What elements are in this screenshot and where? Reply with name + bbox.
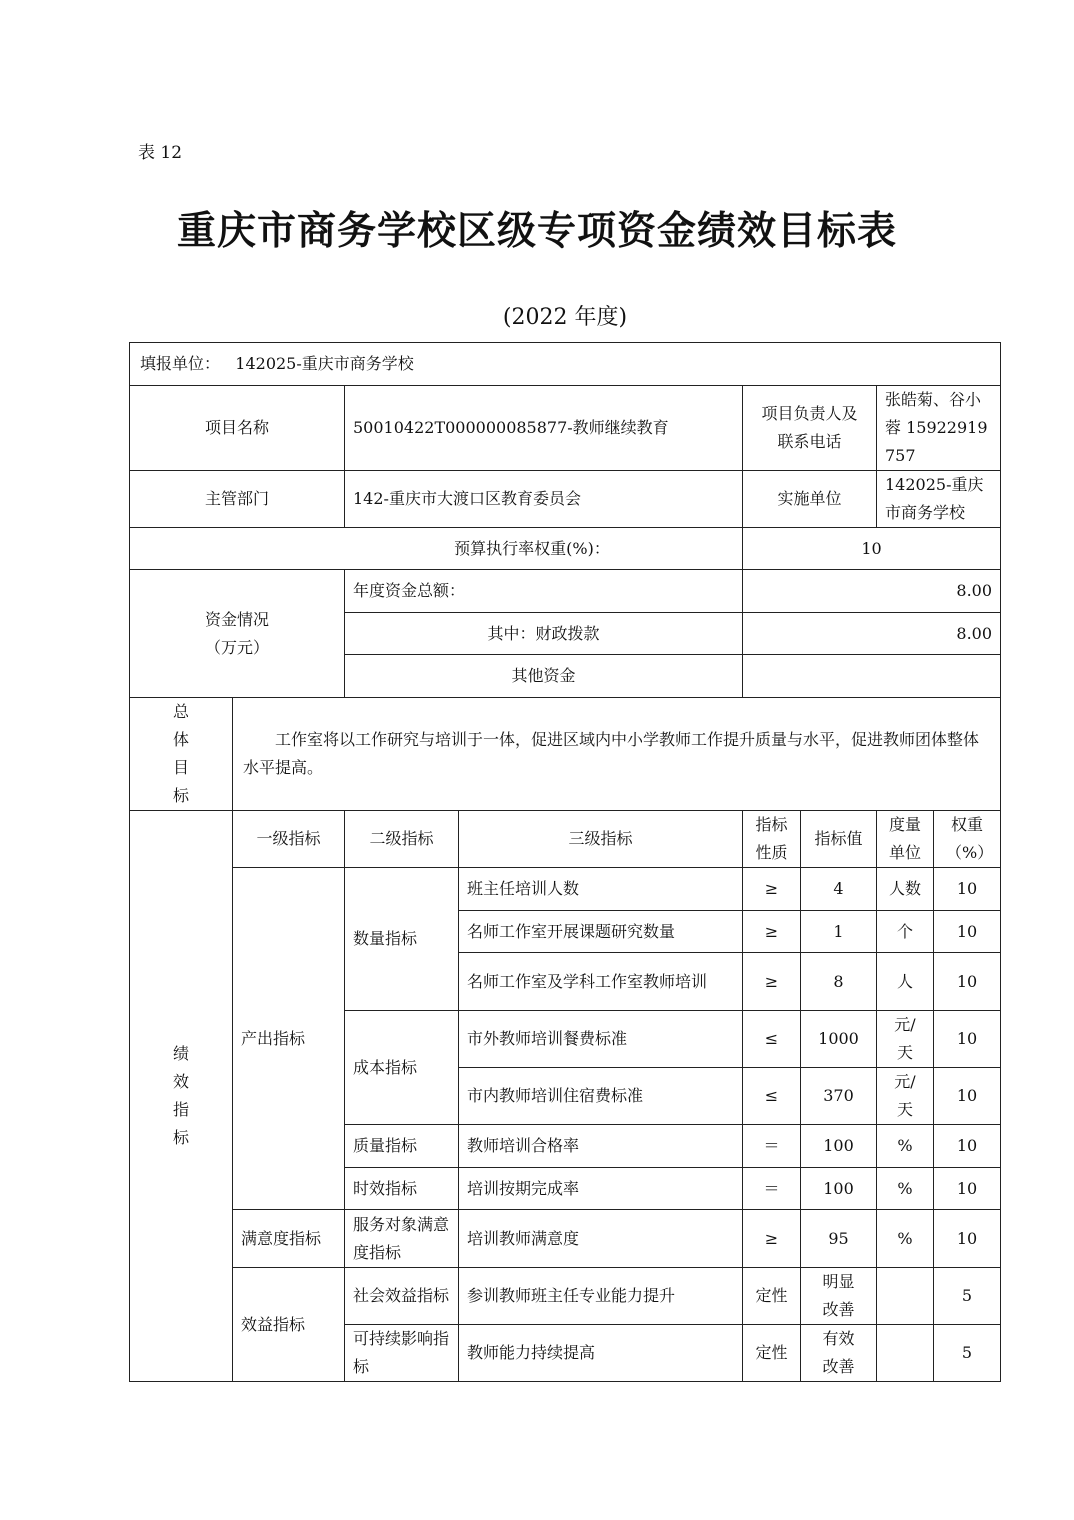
reporting-unit-row [130,343,1001,386]
indicators-label-cell [130,811,233,1382]
funds-other-label: 其他资金 [345,655,743,698]
goal-label-char: 目 [172,758,189,777]
indicator-weight: 10 [934,953,1001,1011]
group-quality: 质量指标 [345,1125,459,1168]
document-title: 重庆市商务学校区级专项资金绩效目标表 [176,209,897,254]
indicator-unit: 人 [877,953,934,1011]
indicator-unit: 元/天 [877,1068,934,1125]
indicator-name: 教师能力持续提高 [459,1325,743,1382]
indicator-nature: 定性 [743,1268,801,1325]
header-weight: 权重（%） [934,811,1001,868]
indicator-name: 市内教师培训住宿费标准 [459,1068,743,1125]
indicator-value: 明显改善 [801,1268,877,1325]
implementing-unit-label: 实施单位 [743,471,877,528]
indicator-value: 95 [801,1210,877,1268]
indicator-unit: 元/天 [877,1011,934,1068]
budget-label: 预算执行率权重(%)： [130,528,743,570]
indicator-weight: 10 [934,1210,1001,1268]
indicator-weight: 10 [934,1011,1001,1068]
funds-label: 资金情况 [204,609,269,629]
group-cost: 成本指标 [345,1011,459,1125]
indicator-unit [877,1325,934,1382]
indicator-nature: ≤ [743,1011,801,1068]
indicators-label-char: 标 [172,1128,189,1147]
indicator-weight: 10 [934,868,1001,911]
group-quantity: 数量指标 [345,868,459,1011]
reporting-unit-label: 填报单位： [140,354,221,373]
department-value: 142-重庆市大渡口区教育委员会 [345,471,743,528]
indicator-value: 4 [801,868,877,911]
funds-label-cell [130,570,345,698]
indicator-row [130,1268,1001,1325]
funds-fiscal-label: 其中：财政拨款 [345,613,743,655]
project-leader-label: 项目负责人及联系电话 [743,386,877,471]
indicator-name: 名师工作室及学科工作室教师培训 [459,953,743,1011]
indicator-row [130,868,1001,911]
document-year: (2022 年度) [502,305,628,330]
group-benefit: 效益指标 [233,1268,345,1382]
indicator-name: 培训按期完成率 [459,1168,743,1210]
header-value: 指标值 [801,811,877,868]
indicator-value: 100 [801,1168,877,1210]
goal-row [130,698,1001,811]
funds-other-value [743,655,1001,698]
indicator-weight: 5 [934,1325,1001,1382]
indicator-weight: 10 [934,911,1001,953]
indicator-nature: ≤ [743,1068,801,1125]
project-name-label: 项目名称 [130,386,345,471]
indicator-name: 参训教师班主任专业能力提升 [459,1268,743,1325]
indicator-nature: ＝ [743,1168,801,1210]
reporting-unit-value: 142025-重庆市商务学校 [235,354,414,373]
indicator-nature: 定性 [743,1325,801,1382]
project-leader-value: 张皓菊、谷小蓉 15922919757 [877,386,1001,471]
indicator-value: 100 [801,1125,877,1168]
indicator-nature: ≥ [743,1210,801,1268]
indicator-nature: ≥ [743,911,801,953]
indicators-label-char: 效 [172,1072,189,1091]
goal-text: 工作室将以工作研究与培训于一体，促进区域内中小学教师工作提升质量与水平，促进教师团体整体水平提高。 [233,698,1001,811]
indicator-weight: 5 [934,1268,1001,1325]
group-sustain: 可持续影响指标 [345,1325,459,1382]
indicator-name: 名师工作室开展课题研究数量 [459,911,743,953]
indicator-value: 1 [801,911,877,953]
header-level2: 二级指标 [345,811,459,868]
budget-value: 10 [743,528,1001,570]
indicator-name: 市外教师培训餐费标准 [459,1011,743,1068]
indicator-unit: 个 [877,911,934,953]
project-row [130,386,1001,471]
table-number: 表 12 [138,143,183,163]
group-satisfaction: 满意度指标 [233,1210,345,1268]
performance-target-table [129,342,1001,1382]
indicator-header-row [130,811,1001,868]
indicators-label-char: 绩 [172,1044,189,1063]
indicator-value: 1000 [801,1011,877,1068]
indicator-unit: 人数 [877,868,934,911]
group-timeliness: 时效指标 [345,1168,459,1210]
goal-label-char: 标 [172,786,189,805]
indicator-weight: 10 [934,1068,1001,1125]
indicator-weight: 10 [934,1125,1001,1168]
budget-row [130,528,1001,570]
indicator-unit: % [877,1210,934,1268]
indicator-unit [877,1268,934,1325]
indicator-value: 370 [801,1068,877,1125]
indicator-unit: % [877,1168,934,1210]
funds-unit: （万元） [204,637,269,657]
department-row [130,471,1001,528]
indicator-nature: ≥ [743,953,801,1011]
department-label: 主管部门 [130,471,345,528]
header-level1: 一级指标 [233,811,345,868]
indicator-row [130,1210,1001,1268]
indicators-label-char: 指 [172,1100,189,1119]
header-level3: 三级指标 [459,811,743,868]
indicator-value: 有效改善 [801,1325,877,1382]
indicator-nature: ＝ [743,1125,801,1168]
goal-label-char: 总 [172,702,189,721]
indicator-value: 8 [801,953,877,1011]
indicator-weight: 10 [934,1168,1001,1210]
group-social: 社会效益指标 [345,1268,459,1325]
header-nature: 指标性质 [743,811,801,868]
group-service-satisfaction: 服务对象满意度指标 [345,1210,459,1268]
indicator-name: 教师培训合格率 [459,1125,743,1168]
indicator-unit: % [877,1125,934,1168]
goal-label-char: 体 [172,730,189,749]
indicator-name: 培训教师满意度 [459,1210,743,1268]
funds-total-row [130,570,1001,613]
implementing-unit-value: 142025-重庆市商务学校 [877,471,1001,528]
project-name-value: 50010422T000000085877-教师继续教育 [345,386,743,471]
goal-label-cell [130,698,233,811]
indicator-nature: ≥ [743,868,801,911]
group-output: 产出指标 [233,868,345,1210]
reporting-unit-cell [130,343,1001,386]
funds-total-value: 8.00 [743,570,1001,613]
indicator-name: 班主任培训人数 [459,868,743,911]
funds-fiscal-value: 8.00 [743,613,1001,655]
funds-total-label: 年度资金总额： [345,570,743,613]
header-unit: 度量单位 [877,811,934,868]
